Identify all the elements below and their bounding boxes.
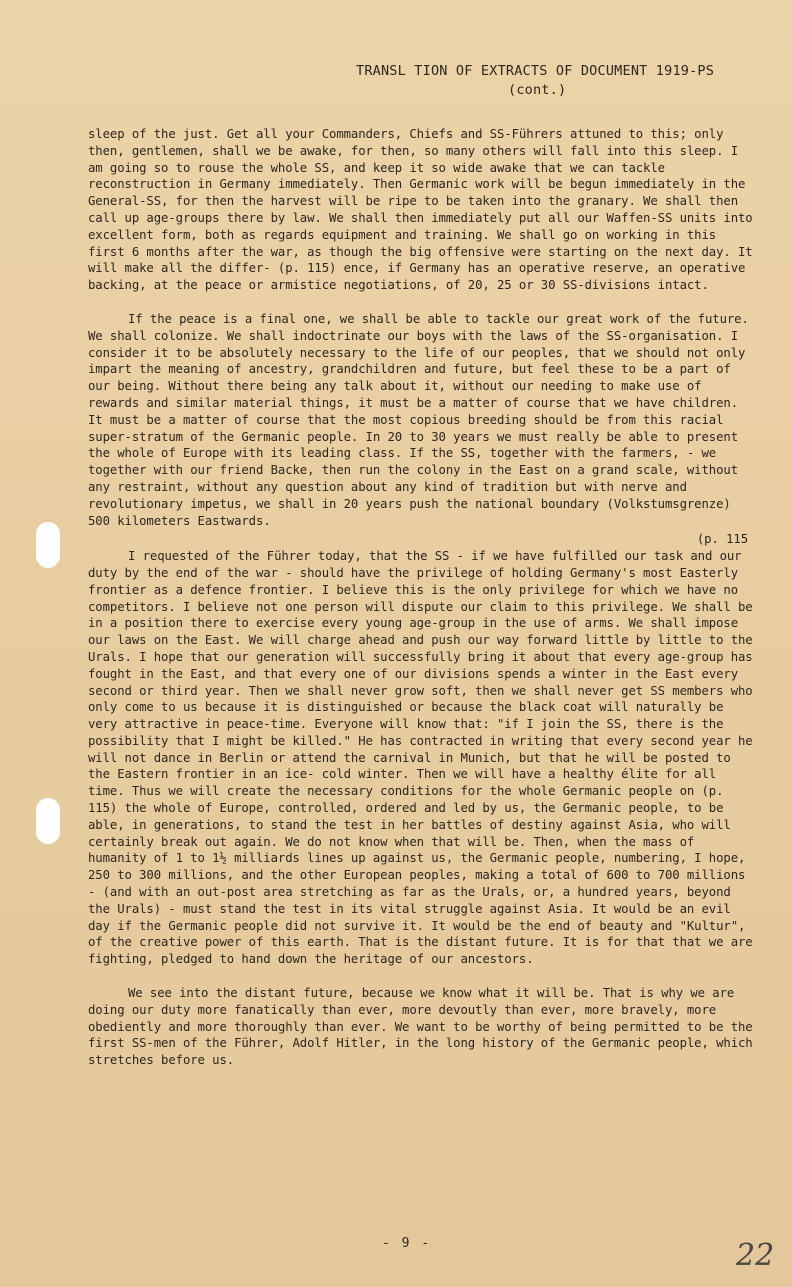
document-body xyxy=(88,126,758,1069)
paragraph-gap xyxy=(88,968,758,985)
punch-hole xyxy=(36,798,60,844)
paragraph-3: I requested of the Führer today, that the SS - if we have fulfilled our task and our duty by the end of the war - should have the privilege of holding Germany's most Easterly frontier as a defence frontier. I believe this is the only privilege for which we have no competitors. I believe not one person will dispute our claim to this privilege. We shall be in a position there to exercise every young age-group in the use of arms. We shall impose our laws on the East. We will charge ahead and push our way forward little by little to the Urals. I hope that our generation will successfully bring it about that every age-group has fought in the East, and that every one of our divisions spends a winter in the East every second or third year. Then we shall never grow soft, then we shall never get SS members who only come to us because it is distinguished or because the black coat will naturally be very attractive in peace-time. Everyone will know that: "if I join the SS, there is the possibility that I might be killed." He has contracted in writing that every second year he will not dance in Berlin or attend the carnival in Munich, but that he will be posted to the Eastern frontier in an ice- cold winter. Then we will have a healthy élite for all time. Thus we will create the necessary conditions for the whole Germanic people on (p. 115) the whole of Europe, controlled, ordered and led by us, the Germanic people, to be able, in generations, to stand the test in her battles of destiny against Asia, who will certainly break out again. We do not know when that will be. Then, when the mass of humanity of 1 to 1½ milliards lines up against us, the Germanic people, numbering, I hope, 250 to 300 millions, and the other European peoples, making a total of 600 to 700 millions - (and with an out-post area stretching as far as the Urals, or, a hundred years, beyond the Urals) - must stand the test in its vital struggle against Asia. It would be an evil day if the Germanic people did not survive it. It would be the end of beauty and "Kultur", of the creative power of this earth. That is the distant future. It is for that that we are fighting, pledged to hand down the heritage of our ancestors. xyxy=(88,549,753,967)
document-title-block xyxy=(356,62,756,100)
handwritten-page-number: 22 xyxy=(736,1238,775,1273)
paragraph-2: If the peace is a final one, we shall be able to tackle our great work of the future. We shall colonize. We shall indoctrinate our boys with the laws of the SS-organisation. I consider it to be absolutely necessary to the life of our peoples, that we should not only impart the meaning of ancestry, grandchildren and future, but feel these to be a part of our being. Without there being any talk about it, without our needing to make use of rewards and similar material things, it must be a matter of course that we have children. It must be a matter of course that the most copious breeding should be from this racial super-stratum of the Germanic people. In 20 to 30 years we must really be able to present the whole of Europe with its leading class. If the SS, together with the farmers, - we together with our friend Backe, then run the colony in the East on a grand scale, without any restraint, without any question about any kind of tradition but with nerve and revolutionary impetus, we shall in 20 years push the national boundary (Volkstumsgrenze) 500 kilometers Eastwards. xyxy=(88,311,749,528)
document-subtitle: (cont.) xyxy=(508,82,567,98)
punch-hole xyxy=(36,522,60,568)
document-title: TRANSL TION OF EXTRACTS OF DOCUMENT 1919-PS xyxy=(356,63,715,79)
margin-page-reference: (p. 115 xyxy=(696,532,748,547)
page-number: - 9 - xyxy=(382,1236,432,1251)
paragraph-1: sleep of the just. Get all your Commanders, Chiefs and SS-Führers attuned to this; only then, gentlemen, shall we be awake, for then, so many others will fall into this sleep. I am going so to rouse the whole SS, and keep it so wide awake that we can tackle reconstruction in Germany immediately. Then Germanic work will be begun immediately in the General-SS, for then the harvest will be ripe to be taken into the granary. We shall then call up age-groups there by law. We shall then immediately put all our Waffen-SS units into excellent form, both as regards equipment and training. We shall go on working in this first 6 months after the war, as though the big offensive were starting on the next day. It will make all the differ- (p. 115) ence, if Germany has an operative reserve, an operative backing, at the peace or armistice negotiations, of 20, 25 or 30 SS-divisions intact. xyxy=(88,127,753,293)
paragraph-gap xyxy=(88,294,758,311)
paragraph-4: We see into the distant future, because we know what it will be. That is why we are doing our duty more fanatically than ever, more devoutly than ever, more bravely, more obediently and more thoroughly than ever. We want to be worthy of being permitted to be the first SS-men of the Führer, Adolf Hitler, in the long history of the Germanic people, which stretches before us. xyxy=(88,986,753,1068)
